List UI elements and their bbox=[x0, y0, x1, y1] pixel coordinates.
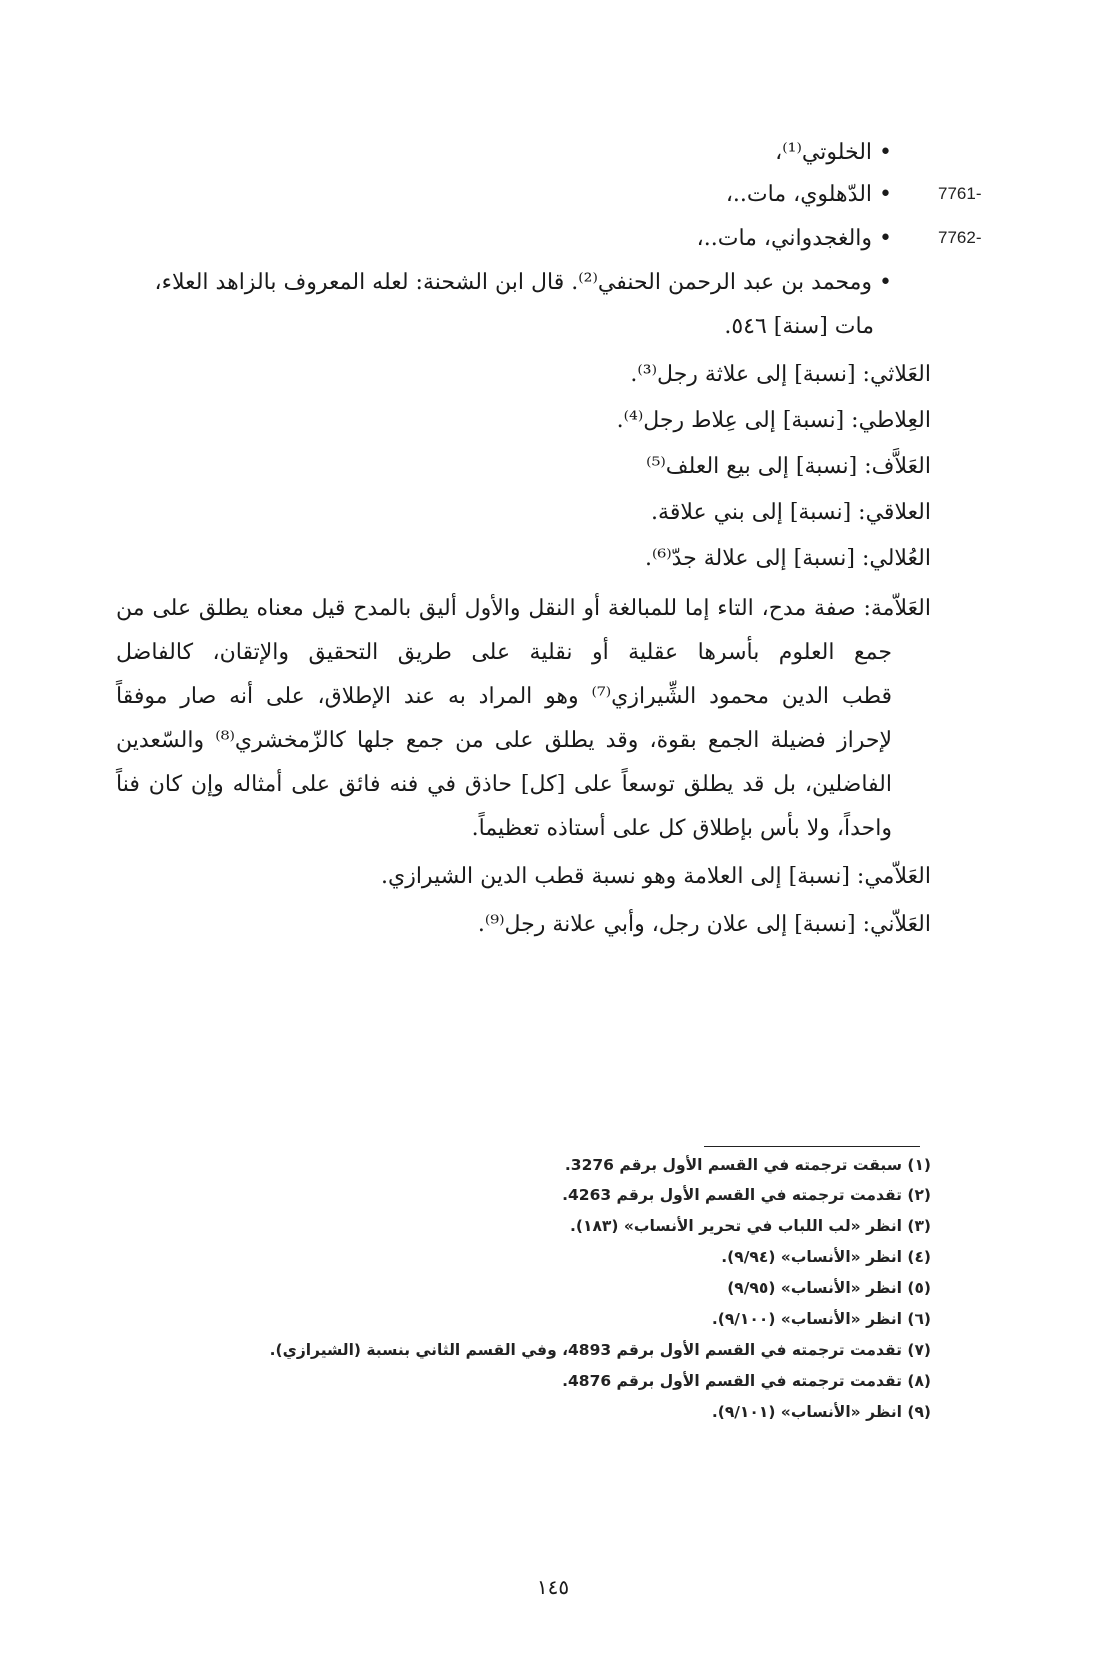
footnote-6: (٦) انظر «الأنساب» (٩/١٠٠). bbox=[711, 1310, 931, 1328]
entry-ulali: العُلالي: [نسبة] إلى علالة جدّ⁽⁶⁾. bbox=[644, 546, 931, 571]
entry-number-7762: 7762- bbox=[938, 228, 982, 247]
footnote-7: (٧) تقدمت ترجمته في القسم الأول برقم 4893، وفي القسم الثاني بنسبة (الشيرازي). bbox=[269, 1341, 931, 1359]
footnote-4: (٤) انظر «الأنساب» (٩/٩٤). bbox=[721, 1248, 931, 1266]
entry-alathi: العَلاثي: [نسبة] إلى علاثة رجل⁽³⁾. bbox=[630, 362, 931, 387]
entry-muhammad-hanafi-continued: مات [سنة] ٥٤٦. bbox=[724, 314, 874, 339]
entry-allama-line-6: واحداً، ولا بأس بإطلاق كل على أستاذه تعظيماً. bbox=[471, 816, 892, 841]
footnote-2: (٢) تقدمت ترجمته في القسم الأول برقم 4263. bbox=[562, 1186, 931, 1204]
entry-dihlawi: • الدّهلوي، مات..، bbox=[725, 182, 892, 207]
footnote-1: (١) سبقت ترجمته في القسم الأول برقم 3276. bbox=[564, 1156, 931, 1174]
footnote-3: (٣) انظر «لب اللباب في تحرير الأنساب» (١٨٣). bbox=[570, 1217, 931, 1235]
entry-allami: العَلاّمي: [نسبة] إلى العلامة وهو نسبة قطب الدين الشيرازي. bbox=[380, 864, 931, 889]
entry-allani: العَلاّني: [نسبة] إلى علان رجل، وأبي علانة رجل⁽⁹⁾. bbox=[477, 912, 931, 937]
entry-muhammad-hanafi: • ومحمد بن عبد الرحمن الحنفي⁽²⁾. قال ابن الشحنة: لعله المعروف بالزاهد العلاء، bbox=[154, 270, 892, 295]
entry-number-7761: 7761- bbox=[938, 184, 982, 203]
footnote-9: (٩) انظر «الأنساب» (٩/١٠١). bbox=[711, 1403, 931, 1421]
entry-ilati: العِلاطي: [نسبة] إلى عِلاط رجل⁽⁴⁾. bbox=[616, 408, 931, 433]
entry-allama-line-3: قطب الدين محمود الشِّيرازي⁽⁷⁾ وهو المراد به عند الإطلاق، على أنه صار موفقاً bbox=[116, 684, 893, 709]
footnote-8: (٨) تقدمت ترجمته في القسم الأول برقم 4876. bbox=[562, 1372, 931, 1390]
page-number: ١٤٥ bbox=[536, 1575, 570, 1599]
entry-allama-line-2: جمع العلوم بأسرها عقلية أو نقلية على طريق التحقيق والإتقان، كالفاضل bbox=[116, 640, 892, 665]
entry-allaf: العَلاَّف: [نسبة] إلى بيع العلف⁽⁵⁾ bbox=[646, 454, 931, 479]
footnote-5: (٥) انظر «الأنساب» (٩/٩٥) bbox=[727, 1279, 931, 1297]
entry-alaqi: العلاقي: [نسبة] إلى بني علاقة. bbox=[651, 500, 931, 525]
entry-allama-line-5: الفاضلين، بل قد يطلق توسعاً على [كل] حاذق في فنه فائق على أمثاله وإن كان فناً bbox=[116, 772, 892, 797]
entry-khalwati: • الخلوتي⁽¹⁾، bbox=[775, 140, 892, 165]
entry-ghujdawani: • والغجدواني، مات..، bbox=[696, 226, 892, 251]
entry-allama: العَلاّمة: صفة مدح، التاء إما للمبالغة أو النقل والأول أليق بالمدح قيل معناه يطلق على من bbox=[116, 596, 931, 621]
footnote-separator bbox=[704, 1146, 920, 1147]
entry-allama-line-4: لإحراز فضيلة الجمع بقوة، وقد يطلق على من جمع جلها كالزّمخشري⁽⁸⁾ والسّعدين bbox=[116, 728, 892, 753]
